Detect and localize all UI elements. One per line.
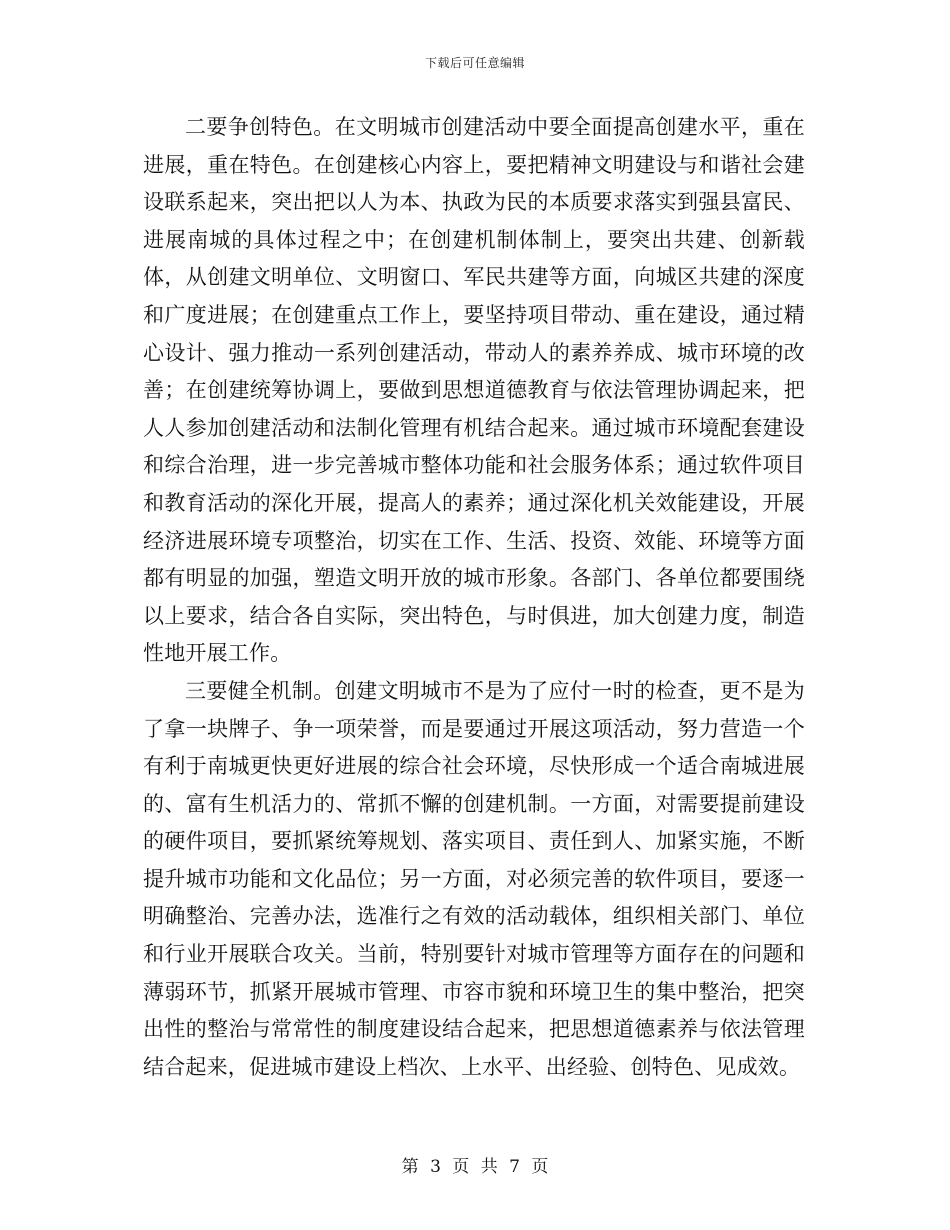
paragraph: 二要争创特色。在文明城市创建活动中要全面提高创建水平，重在进展，重在特色。在创建核心内容上，要把精神文明建设与和谐社会建设联系起来，突出把以人为本、执政为民的本质要求落实到强县富民、进展南城的具体过程之中；在创建机制体制上，要突出共建、创新载体，从创建文明单位、文明窗口、军民共建等方面，向城区共建的深度和广度进展；在创建重点工作上，要坚持项目带动、重在建设，通过精心设计、强力推动一系列创建活动，带动人的素养养成、城市环境的改善；在创建统筹协调上，要做到思想道德教育与依法管理协调起来，把人人参加创建活动和法制化管理有机结合起来。通过城市环境配套建设和综合治理，进一步完善城市整体功能和社会服务体系；通过软件项目和教育活动的深化开展，提高人的素养；通过深化机关效能建设，开展经济进展环境专项整治，切实在工作、生活、投资、效能、环境等方面都有明显的加强，塑造文明开放的城市形象。各部门、各单位都要围绕以上要求，结合各自实际，突出特色，与时俱进，加大创建力度，制造性地开展工作。 (143, 115, 805, 666)
paragraph: 三要健全机制。创建文明城市不是为了应付一时的检查，更不是为了拿一块牌子、争一项荣誉，而是要通过开展这项活动，努力营造一个有利于南城更快更好进展的综合社会环境，尽快形成一个适合南城进展的、富有生机活力的、常抓不懈的创建机制。一方面，对需要提前建设的硬件项目，要抓紧统筹规划、落实项目、责任到人、加紧实施，不断提升城市功能和文化品位；另一方面，对必须完善的软件项目，要逐一明确整治、完善办法，选准行之有效的活动载体，组织相关部门、单位和行业开展联合攻关。当前，特别要针对城市管理等方面存在的问题和薄弱环节，抓紧开展城市管理、市容市貌和环境卫生的集中整治，把突出性的整治与常常性的制度建设结合起来，把思想道德素养与依法管理结合起来，促进城市建设上档次、上水平、出经验、创特色、见成效。 (143, 678, 805, 1079)
page-number: 第 3 页 共 7 页 (401, 1157, 549, 1177)
header-note: 下载后可任意编辑 (424, 56, 525, 70)
document-body (143, 109, 805, 1086)
